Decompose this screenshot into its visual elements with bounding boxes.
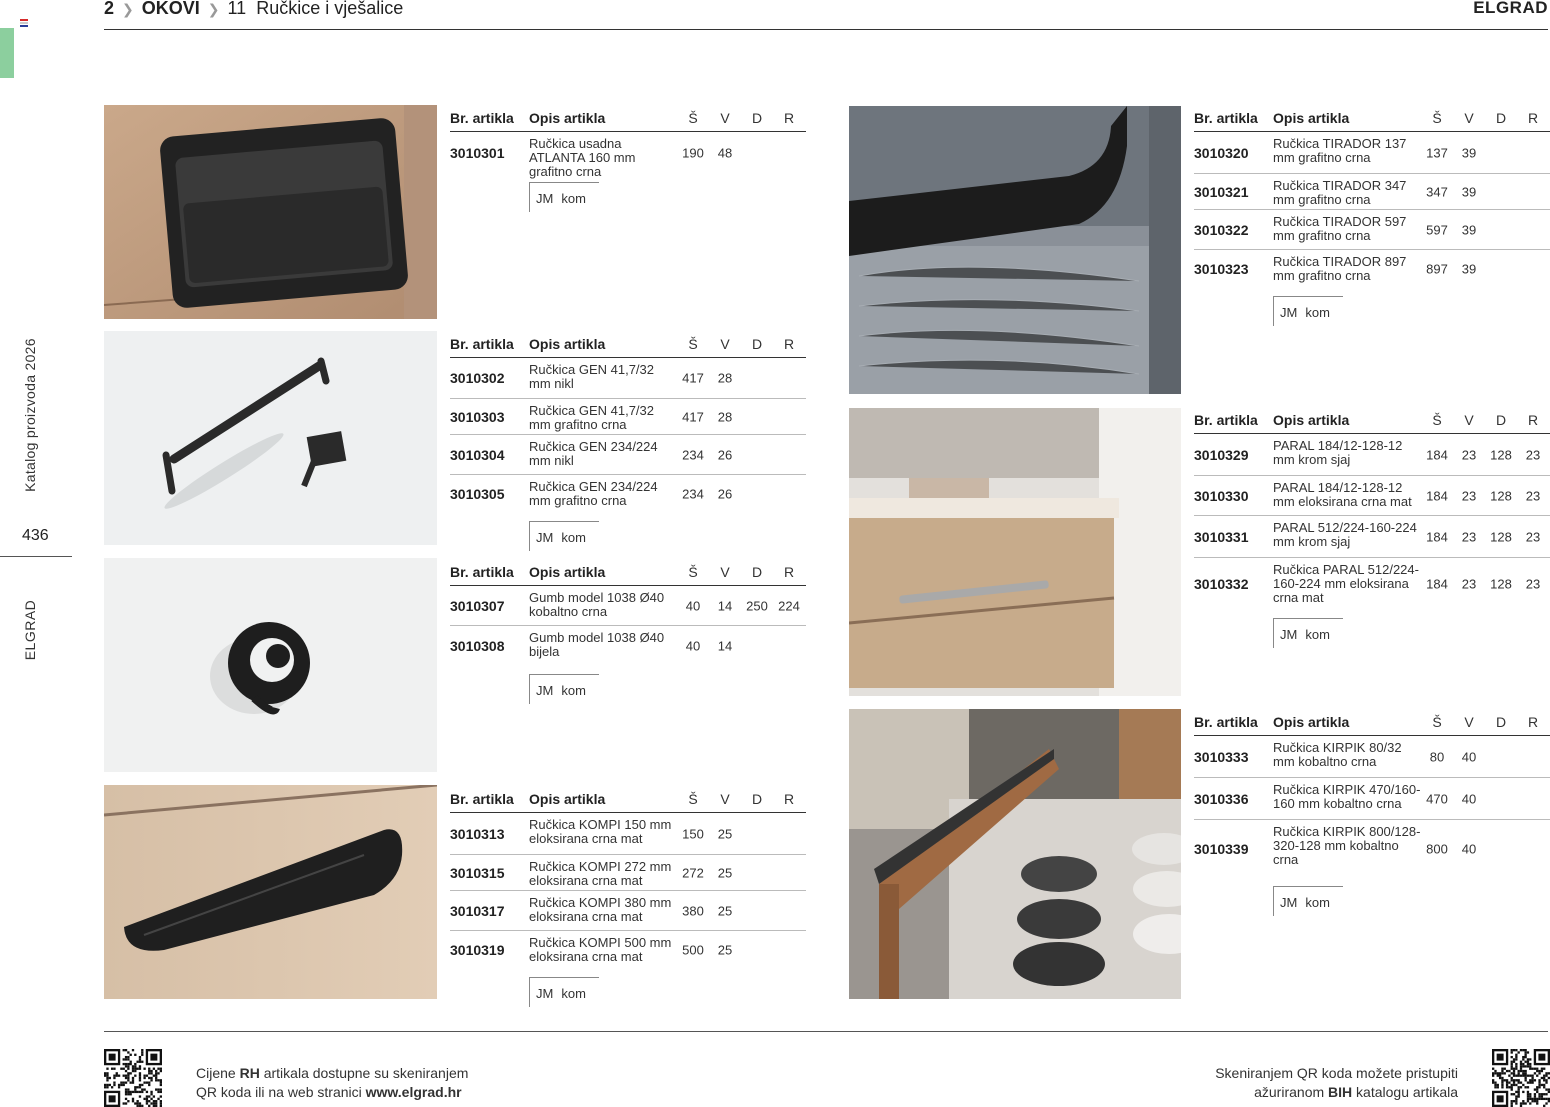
- dim-d: 128: [1490, 447, 1512, 462]
- qr-code-rh[interactable]: [104, 1049, 162, 1107]
- dim-v: 25: [717, 865, 733, 880]
- unit-box: [1273, 886, 1343, 916]
- unit-box: [529, 674, 599, 704]
- dim-v: 40: [1461, 841, 1477, 857]
- brand-side-label: ELGRAD: [22, 599, 38, 661]
- divider: [0, 556, 72, 557]
- unit-value: kom: [561, 986, 586, 1001]
- table-header: [450, 330, 806, 358]
- dim-v: 39: [1461, 184, 1477, 199]
- unit-value: kom: [1305, 895, 1330, 910]
- table-row[interactable]: [1194, 516, 1550, 558]
- flag-icon: [20, 19, 28, 27]
- table-row[interactable]: [450, 435, 806, 475]
- product-image-kompi: [104, 785, 437, 999]
- dim-v: 23: [1461, 488, 1477, 503]
- header-s: Š: [1432, 110, 1442, 126]
- dim-d: 128: [1490, 529, 1512, 544]
- dim-s: 417: [682, 370, 704, 386]
- table-row[interactable]: [1194, 558, 1550, 610]
- article-description: Ručkica KOMPI 380 mm eloksirana crna mat: [529, 895, 672, 924]
- article-code: 3010339: [1194, 841, 1249, 857]
- header-v: V: [720, 791, 730, 807]
- article-description: Ručkica GEN 234/224 mm grafitno crna: [529, 479, 658, 508]
- article-code: 3010329: [1194, 446, 1249, 463]
- table-row[interactable]: [1194, 132, 1550, 174]
- header-d: D: [1495, 714, 1507, 730]
- dim-s: 417: [682, 409, 704, 424]
- header-code: Br. artikla: [450, 110, 514, 126]
- dim-v: 25: [717, 903, 733, 918]
- table-header: [1194, 708, 1550, 736]
- table-row[interactable]: [1194, 434, 1550, 476]
- unit-box: [1273, 618, 1343, 648]
- dim-s: 272: [682, 865, 704, 880]
- header-desc: Opis artikla: [529, 564, 606, 580]
- section-number: 11: [227, 0, 247, 18]
- article-description: Gumb model 1038 Ø40 kobaltno crna: [529, 590, 665, 619]
- table-row[interactable]: [450, 931, 806, 969]
- article-description: Ručkica GEN 41,7/32 mm nikl: [529, 362, 655, 391]
- dim-v: 14: [717, 598, 733, 613]
- brand-header: ELGRAD: [1473, 0, 1548, 17]
- footer-note-rh: Cijene RH artikala dostupne su skeniranjem QR koda ili na web stranici www.elgrad.hr: [196, 1065, 469, 1100]
- article-code: 3010331: [1194, 528, 1249, 545]
- dim-v: 14: [717, 638, 733, 654]
- dim-d: 128: [1490, 488, 1512, 503]
- header-code: Br. artikla: [450, 564, 514, 580]
- article-code: 3010321: [1194, 183, 1249, 200]
- article-description: Ručkica GEN 234/224 mm nikl: [529, 439, 658, 468]
- table-row[interactable]: [1194, 778, 1550, 820]
- header-code: Br. artikla: [1194, 714, 1258, 730]
- header-code: Br. artikla: [450, 791, 514, 807]
- dim-s: 80: [1429, 749, 1445, 764]
- dim-r: 224: [778, 598, 800, 613]
- dim-r: 23: [1525, 576, 1541, 592]
- dim-v: 48: [717, 145, 733, 161]
- dim-s: 500: [682, 942, 704, 958]
- article-code: 3010303: [450, 408, 505, 425]
- dim-v: 26: [717, 447, 733, 462]
- product-table-gumb: [450, 558, 806, 698]
- article-description: Ručkica TIRADOR 597 mm grafitno crna: [1273, 214, 1407, 243]
- header-desc: Opis artikla: [1273, 714, 1350, 730]
- product-image-paral: [849, 408, 1181, 696]
- article-description: Ručkica PARAL 512/224-160-224 mm eloksirana crna mat: [1273, 562, 1419, 605]
- dim-s: 380: [682, 903, 704, 918]
- chapter-color-tab: [0, 28, 14, 78]
- breadcrumb: [104, 0, 403, 19]
- header-v: V: [1464, 110, 1474, 126]
- dim-s: 184: [1426, 529, 1448, 544]
- unit-value: kom: [561, 530, 586, 545]
- header-d: D: [1495, 110, 1507, 126]
- header-code: Br. artikla: [1194, 412, 1258, 428]
- article-code: 3010330: [1194, 487, 1249, 504]
- header-r: R: [783, 564, 795, 580]
- header-s: Š: [688, 110, 698, 126]
- product-table-gen: [450, 330, 806, 545]
- dim-v: 23: [1461, 576, 1477, 592]
- article-code: 3010320: [1194, 144, 1249, 161]
- page-number: 436: [22, 527, 49, 544]
- dim-s: 234: [682, 447, 704, 462]
- dim-d: 128: [1490, 576, 1512, 592]
- article-description: Ručkica TIRADOR 137 mm grafitno crna: [1273, 136, 1407, 165]
- chevron-right-icon: ❯: [122, 1, 134, 17]
- table-row[interactable]: [450, 399, 806, 435]
- article-code: 3010313: [450, 825, 505, 842]
- table-row[interactable]: [1194, 736, 1550, 778]
- product-image-atlanta: [104, 105, 437, 319]
- article-code: 3010336: [1194, 790, 1249, 807]
- header-s: Š: [1432, 412, 1442, 428]
- header-s: Š: [688, 564, 698, 580]
- dim-s: 897: [1426, 261, 1448, 277]
- chapter-number: 2: [104, 0, 115, 18]
- header-s: Š: [1432, 714, 1442, 730]
- header-desc: Opis artikla: [529, 110, 606, 126]
- article-code: 3010332: [1194, 576, 1249, 592]
- dim-s: 347: [1426, 184, 1448, 199]
- article-code: 3010333: [1194, 748, 1249, 765]
- article-description: Ručkica KIRPIK 80/32 mm kobaltno crna: [1273, 740, 1402, 769]
- table-row[interactable]: [1194, 476, 1550, 516]
- table-header: [450, 785, 806, 813]
- product-image-tirador: [849, 106, 1181, 394]
- header-d: D: [751, 791, 763, 807]
- website-link[interactable]: www.elgrad.hr: [365, 1084, 462, 1100]
- header-desc: Opis artikla: [1273, 110, 1350, 126]
- header-v: V: [720, 110, 730, 126]
- article-code: 3010304: [450, 446, 505, 463]
- table-row[interactable]: [450, 475, 806, 513]
- dim-s: 137: [1426, 145, 1448, 160]
- article-description: Ručkica KOMPI 500 mm eloksirana crna mat: [529, 935, 672, 964]
- article-code: 3010307: [450, 597, 505, 614]
- product-image-gen: [104, 331, 437, 545]
- header-desc: Opis artikla: [1273, 412, 1350, 428]
- header-r: R: [1527, 714, 1539, 730]
- header-v: V: [1464, 412, 1474, 428]
- dim-r: 23: [1525, 529, 1541, 544]
- page-header: [104, 0, 1548, 30]
- table-header: [450, 558, 806, 586]
- article-description: PARAL 184/12-128-12 mm eloksirana crna mat: [1273, 480, 1412, 509]
- unit-label: JM: [1280, 895, 1298, 910]
- dim-s: 40: [685, 638, 701, 654]
- dim-s: 150: [682, 826, 704, 841]
- dim-v: 40: [1461, 749, 1477, 764]
- dim-s: 184: [1426, 447, 1448, 462]
- table-row[interactable]: [1194, 174, 1550, 210]
- table-row[interactable]: [450, 626, 806, 666]
- article-code: 3010305: [450, 486, 505, 502]
- dim-v: 25: [717, 942, 733, 958]
- header-d: D: [751, 110, 763, 126]
- article-description: Ručkica KOMPI 272 mm eloksirana crna mat: [529, 859, 672, 888]
- dim-s: 40: [685, 598, 701, 613]
- table-row[interactable]: [1194, 210, 1550, 250]
- dim-v: 39: [1461, 261, 1477, 277]
- table-row[interactable]: [450, 132, 806, 179]
- article-code: 3010322: [1194, 221, 1249, 238]
- table-row[interactable]: [450, 891, 806, 931]
- header-d: D: [751, 336, 763, 352]
- unit-label: JM: [1280, 627, 1298, 642]
- footer-divider: [104, 1031, 1548, 1032]
- dim-v: 28: [717, 409, 733, 424]
- product-image-gumb: [104, 558, 437, 772]
- dim-v: 23: [1461, 447, 1477, 462]
- article-code: 3010317: [450, 902, 505, 919]
- header-d: D: [1495, 412, 1507, 428]
- dim-r: 23: [1525, 488, 1541, 503]
- catalog-label: Katalog proizvoda 2026: [22, 338, 38, 492]
- dim-v: 23: [1461, 529, 1477, 544]
- unit-box: [1273, 296, 1343, 326]
- unit-label: JM: [536, 986, 554, 1001]
- unit-value: kom: [1305, 305, 1330, 320]
- article-code: 3010315: [450, 864, 505, 881]
- product-table-kompi: [450, 785, 806, 1001]
- unit-value: kom: [1305, 627, 1330, 642]
- footer-note-bih: Skeniranjem QR koda možete pristupiti ažuriranom BIH katalogu artikala: [1215, 1065, 1458, 1100]
- article-description: Ručkica TIRADOR 897 mm grafitno crna: [1273, 254, 1407, 283]
- unit-value: kom: [561, 683, 586, 698]
- dim-s: 190: [682, 145, 704, 161]
- dim-v: 25: [717, 826, 733, 841]
- header-desc: Opis artikla: [529, 336, 606, 352]
- unit-value: kom: [561, 191, 586, 206]
- header-desc: Opis artikla: [529, 791, 606, 807]
- dim-v: 40: [1461, 791, 1477, 806]
- article-code: 3010308: [450, 638, 505, 654]
- header-code: Br. artikla: [450, 336, 514, 352]
- unit-label: JM: [536, 530, 554, 545]
- product-table-paral: [1194, 406, 1550, 642]
- article-description: Ručkica KIRPIK 800/128-320-128 mm kobaltno crna: [1273, 824, 1421, 867]
- table-header: [1194, 104, 1550, 132]
- dim-v: 39: [1461, 145, 1477, 160]
- product-image-kirpik: [849, 709, 1181, 999]
- dim-v: 39: [1461, 222, 1477, 237]
- table-row[interactable]: [1194, 820, 1550, 878]
- section-title[interactable]: Ručkice i vješalice: [256, 0, 404, 18]
- dim-r: 23: [1525, 447, 1541, 462]
- dim-v: 26: [717, 486, 733, 502]
- article-code: 3010323: [1194, 261, 1249, 277]
- dim-d: 250: [746, 598, 768, 613]
- table-header: [450, 104, 806, 132]
- unit-label: JM: [536, 191, 554, 206]
- unit-box: [529, 521, 599, 551]
- article-description: Ručkica KIRPIK 470/160-160 mm kobaltno crna: [1273, 782, 1421, 811]
- unit-label: JM: [1280, 305, 1298, 320]
- article-code: 3010301: [450, 145, 505, 161]
- dim-s: 234: [682, 486, 704, 502]
- article-description: Ručkica usadna ATLANTA 160 mm grafitno crna: [529, 136, 636, 179]
- header-v: V: [720, 564, 730, 580]
- dim-s: 184: [1426, 488, 1448, 503]
- dim-s: 184: [1426, 576, 1448, 592]
- article-code: 3010302: [450, 370, 505, 386]
- article-description: PARAL 184/12-128-12 mm krom sjaj: [1273, 438, 1403, 467]
- header-s: Š: [688, 791, 698, 807]
- table-header: [1194, 406, 1550, 434]
- dim-v: 28: [717, 370, 733, 386]
- article-description: Ručkica GEN 41,7/32 mm grafitno crna: [529, 403, 655, 432]
- table-row[interactable]: [1194, 250, 1550, 288]
- table-row[interactable]: [450, 855, 806, 891]
- header-code: Br. artikla: [1194, 110, 1258, 126]
- product-table-kirpik: [1194, 708, 1550, 910]
- article-description: Gumb model 1038 Ø40 bijela: [529, 630, 665, 659]
- dim-s: 470: [1426, 791, 1448, 806]
- header-v: V: [720, 336, 730, 352]
- header-r: R: [783, 336, 795, 352]
- table-row[interactable]: [450, 586, 806, 626]
- header-d: D: [751, 564, 763, 580]
- article-description: PARAL 512/224-160-224 mm krom sjaj: [1273, 520, 1417, 549]
- dim-s: 597: [1426, 222, 1448, 237]
- unit-box: [529, 182, 599, 212]
- table-row[interactable]: [450, 358, 806, 399]
- product-table-atlanta: [450, 104, 806, 206]
- header-v: V: [1464, 714, 1474, 730]
- dim-s: 800: [1426, 841, 1448, 857]
- header-s: Š: [688, 336, 698, 352]
- article-description: Ručkica KOMPI 150 mm eloksirana crna mat: [529, 817, 672, 846]
- unit-label: JM: [536, 683, 554, 698]
- article-description: Ručkica TIRADOR 347 mm grafitno crna: [1273, 178, 1407, 207]
- qr-code-bih[interactable]: [1492, 1049, 1550, 1107]
- header-r: R: [783, 110, 795, 126]
- table-row[interactable]: [450, 813, 806, 855]
- header-r: R: [783, 791, 795, 807]
- chevron-right-icon: ❯: [207, 1, 220, 17]
- chapter-title[interactable]: OKOVI: [141, 0, 200, 18]
- article-code: 3010319: [450, 942, 505, 958]
- header-r: R: [1527, 110, 1539, 126]
- unit-box: [529, 977, 599, 1007]
- product-table-tirador: [1194, 104, 1550, 320]
- header-r: R: [1527, 412, 1539, 428]
